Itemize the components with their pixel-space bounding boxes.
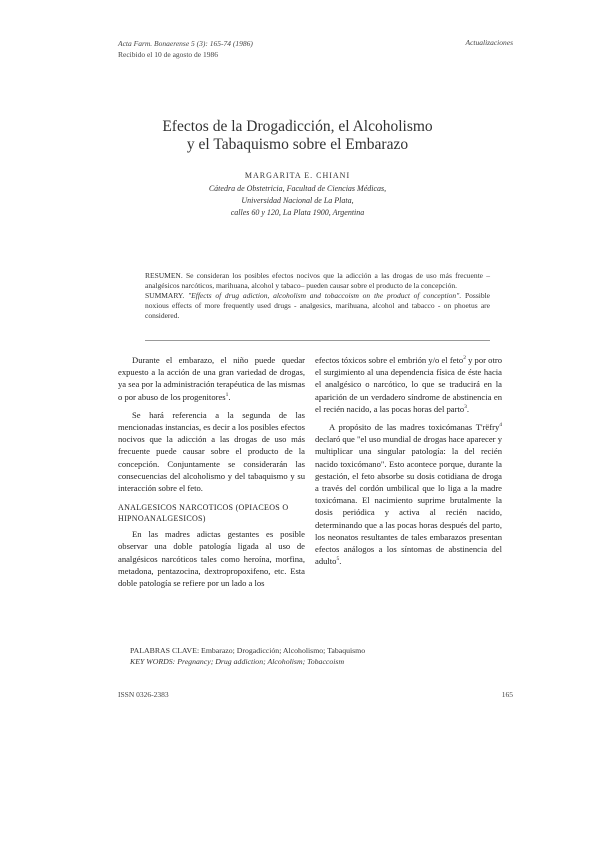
keywords-spanish: PALABRAS CLAVE: Embarazo; Drogadicción; Alcoholismo; Tabaquismo (130, 646, 366, 655)
page-number: 165 (501, 690, 513, 699)
body-column-right (315, 354, 502, 567)
affiliation-line-2: Universidad Nacional de La Plata, (241, 196, 354, 205)
received-date: Recibido el 10 de agosto de 1986 (118, 50, 218, 59)
reference-mark: 3 (464, 403, 467, 410)
header-citation (118, 38, 253, 60)
affiliation-line-1: Cátedra de Obstetricia, Facultad de Ciencias Médicas, (208, 184, 387, 193)
section-label: Actualizaciones (465, 38, 513, 47)
affiliation (0, 183, 595, 219)
abstract (145, 271, 490, 321)
paragraph-text: efectos tóxicos sobre el embrión y/o el feto (315, 355, 464, 365)
paragraph-text: declaró que "el uso mundial de drogas hace aparecer y multiplicar una singular patología: la del recién nacido toxicómano". Esto acontece porque, durante la gestación, el feto absorbe su dosis cotidiana de droga a través del cordón umbilical que lo liga a la madre toxicómana. El nacimiento suprime brutalmente la dosis periódica y activa al recién nacido, determinando que a las pocas horas después del parto, los neonatos resultantes de tales embarazos presentan efectos análogos a los síntomas de abstinencia del adulto (315, 434, 502, 567)
body-column-left (118, 354, 305, 589)
paragraph-text: Durante el embarazo, el niño puede quedar expuesto a la acción de una gran variedad de drogas, ya sea por la administración terapéutica de las mismas o por abuso de los progenitores (118, 355, 305, 402)
summary-text: Possible noxious effects of more frequently used drugs - analgesics, marihuana, alcohol and tabacco - on phoetus are considered. (145, 291, 490, 320)
resumen: RESUMEN. Se consideran los posibles efectos nocivos que la adicción a las drogas de uso más frecuente –analgésicos narcóticos, marihuana, alcohol y tabaco– pueden causar sobre el producto de la concepción. (145, 271, 490, 290)
summary-label: SUMMARY. (145, 291, 189, 300)
paragraph-end: . (466, 403, 470, 414)
issn: ISSN 0326-2383 (118, 690, 169, 699)
keywords-english: KEY WORDS: Pregnancy; Drug addiction; Alcoholism; Tobaccoism (130, 656, 345, 666)
keywords-block (130, 646, 510, 667)
journal-citation: Acta Farm. Bonaerense 5 (3): 165-74 (1986) (118, 39, 253, 48)
paragraph (315, 421, 502, 567)
reference-mark: 5 (336, 556, 340, 563)
paragraph-text: y por otro el surgimiento al una dependencia física de éste hacia el analgésico o narcótico, lo que se traducirá en la aparición de un verdadero síndrome de abstinencia en el recién nacido, a las pocas horas del parto (315, 355, 502, 414)
reference-mark: 2 (463, 355, 466, 362)
paragraph (315, 354, 502, 415)
summary (145, 291, 490, 321)
title-line-2: y el Tabaquismo sobre el Embarazo (186, 136, 409, 153)
reference-mark: 4 (499, 422, 502, 429)
summary-title: "Effects of drug adiction, alcoholism and tobaccoism on the product of conception". (188, 291, 462, 300)
paragraph-end: . (339, 556, 342, 567)
section-heading: ANALGESICOS NARCOTICOS (OPIACEOS O HIPNOANALGESICOS) (118, 503, 289, 524)
abstract-divider (145, 340, 490, 341)
paragraph-text: A propósito de las madres toxicómanas T'rëfry (329, 422, 500, 433)
title-line-1: Efectos de la Drogadicción, el Alcoholismo (162, 118, 433, 135)
paragraph-end: . (228, 391, 231, 402)
reference-mark: 1 (225, 391, 229, 398)
paragraph (118, 354, 305, 403)
paragraph: En las madres adictas gestantes es posible observar una doble patología ligada al uso de analgésicos narcóticos tales como heroína, morfina, metadona, pentazocina, dextropropoxifeno, etc. Esta doble patología se refiere por un lado a los (118, 529, 305, 589)
article-title (0, 118, 595, 154)
affiliation-line-3: calles 60 y 120, La Plata 1900, Argentina (230, 208, 365, 217)
author-name: MARGARITA E. CHIANI (244, 171, 351, 180)
paragraph: Se hará referencia a la segunda de las mencionadas instancias, es decir a los posibles efectos nocivos que la adicción a las drogas de uso más frecuente puede causar sobre el producto de la concepción. Conjuntamente se considerarán las consecuencias del alcoholismo y del tabaquismo y su interacción sobre el feto. (118, 409, 305, 494)
